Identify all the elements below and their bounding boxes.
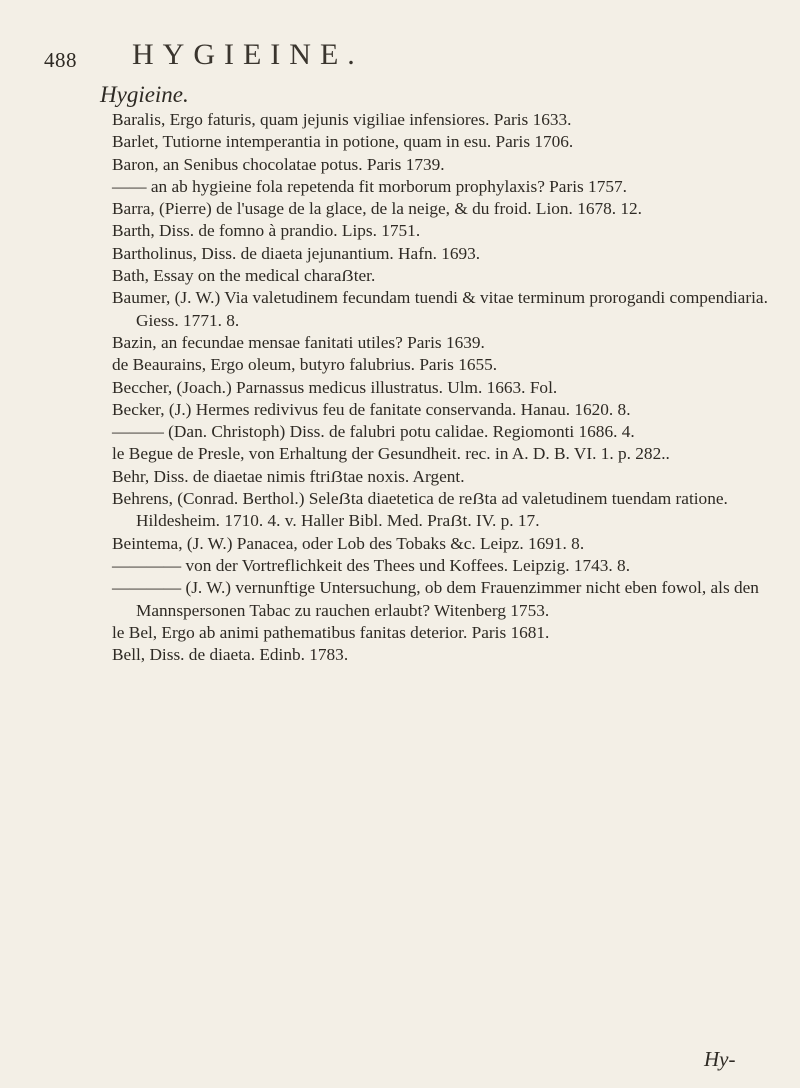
bibliography-entry: Becker, (J.) Hermes redivivus feu de fanitate conservanda. Hanau. 1620. 8. (112, 399, 631, 419)
page-number: 488 (44, 48, 77, 72)
bibliography-entry: Baumer, (J. W.) Via valetudinem fecundam tuendi & vitae terminum prorogandi compendiaria. Giess. 1771. 8. (112, 288, 768, 330)
bibliography-entry: Behrens, (Conrad. Berthol.) Seleẞta diaetetica de reẞta ad valetudinem tuendam ratione. Hildesheim. 1710. 4. v. Haller Bibl. Med. Praẞt. IV. p. 17. (112, 489, 728, 531)
bibliography-entry: —— an ab hygieine fola repetenda fit morborum prophylaxis? Paris 1757. (112, 176, 627, 196)
bibliography-entry: Barth, Diss. de fomno à prandio. Lips. 1751. (112, 221, 421, 241)
running-head: HYGIEINE. (132, 38, 364, 71)
bibliography-entry: Barra, (Pierre) de l'usage de la glace, de la neige, & du froid. Lion. 1678. 12. (112, 199, 643, 219)
bibliography-entry: de Beaurains, Ergo oleum, butyro falubrius. Paris 1655. (112, 355, 498, 375)
bibliography-entry: ——— (Dan. Christoph) Diss. de falubri potu calidae. Regiomonti 1686. 4. (112, 422, 635, 442)
bibliography-list (112, 109, 772, 666)
bibliography-entry: Beccher, (Joach.) Parnassus medicus illustratus. Ulm. 1663. Fol. (112, 377, 558, 397)
bibliography-entry: Bazin, an fecundae mensae fanitati utiles? Paris 1639. (112, 332, 485, 352)
catchword: Hy- (704, 1047, 736, 1071)
page-header (0, 38, 800, 78)
bibliography-entry: ———— (J. W.) vernunftige Untersuchung, ob dem Frauenzimmer nicht eben fowol, als den Mannspersonen Tabac zu rauchen erlaubt? Witenberg 1753. (112, 578, 759, 620)
bibliography-entry: le Bel, Ergo ab animi pathematibus fanitas deterior. Paris 1681. (112, 622, 550, 642)
bibliography-entry: Beintema, (J. W.) Panacea, oder Lob des Tobaks &c. Leipz. 1691. 8. (112, 533, 585, 553)
bibliography-entry: Behr, Diss. de diaetae nimis ftriẞtae noxis. Argent. (112, 466, 465, 486)
bibliography-entry: Baralis, Ergo faturis, quam jejunis vigiliae infensiores. Paris 1633. (112, 110, 572, 129)
bibliography-entry: Baron, an Senibus chocolatae potus. Paris 1739. (112, 154, 445, 174)
bibliography-entry: Barlet, Tutiorne intemperantia in potione, quam in esu. Paris 1706. (112, 132, 574, 152)
bibliography-entry: le Begue de Presle, von Erhaltung der Gesundheit. rec. in A. D. B. VI. 1. p. 282.. (112, 444, 670, 464)
bibliography-entry: ———— von der Vortreflichkeit des Thees und Koffees. Leipzig. 1743. 8. (112, 555, 631, 575)
section-title: Hygieine. (100, 82, 189, 107)
bibliography-entry: Bartholinus, Diss. de diaeta jejunantium. Hafn. 1693. (112, 243, 481, 263)
bibliography-entry: Bath, Essay on the medical charaẞter. (112, 266, 376, 286)
bibliography-entry: Bell, Diss. de diaeta. Edinb. 1783. (112, 645, 349, 665)
